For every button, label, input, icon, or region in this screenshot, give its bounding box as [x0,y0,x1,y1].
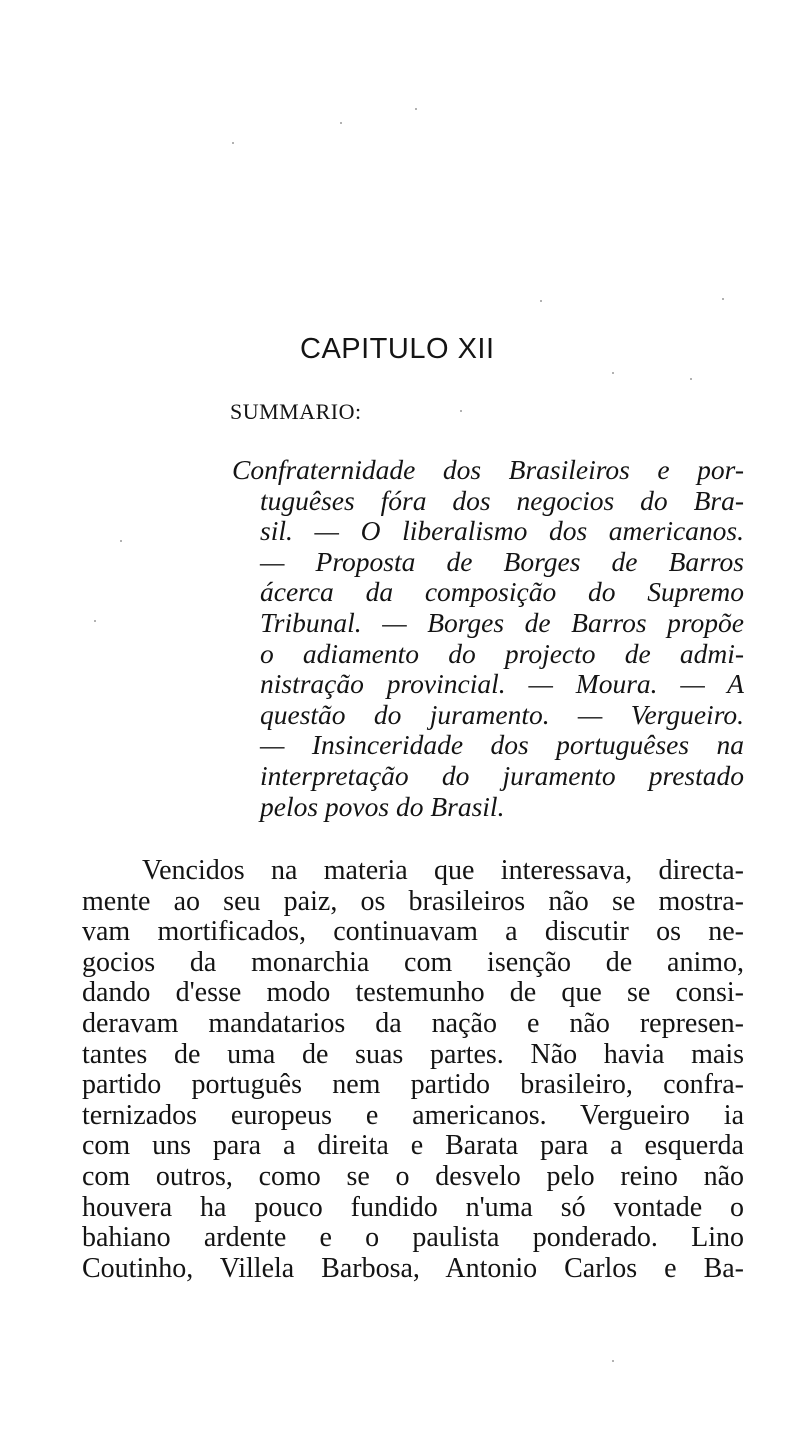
print-speck [612,372,614,374]
summary-line: Confraternidade dos Brasileiros e por- [232,454,744,485]
body-line: tantes de uma de suas partes. Não havia mais [82,1038,744,1070]
print-speck [415,108,417,110]
body-line: dando d'esse modo testemunho de que se consi- [82,977,744,1009]
summary-line: tuguêses fóra dos negocios do Bra- [260,484,744,516]
summary-label: SUMMARIO: [230,399,362,424]
body-line: deravam mandatarios da nação e não represen- [82,1007,744,1039]
summary-line: questão do juramento. — Vergueiro. [260,698,744,730]
body-line: mente ao seu paiz, os brasileiros não se mostra- [82,885,744,917]
print-speck [120,540,122,542]
summary-line: — Proposta de Borges de Barros [260,545,744,577]
summary-line: nistração provincial. — Moura. — A [260,668,744,700]
summary-line: interpretação do juramento prestado [260,759,744,791]
summary-line: ácerca da composição do Supremo [260,576,744,608]
body-line: com uns para a direita e Barata para a esquerda [82,1130,744,1162]
summary-line: o adiamento do projecto de admi- [260,637,744,669]
body-line: com outros, como se o desvelo pelo reino não [82,1160,744,1192]
body-line: ternizados europeus e americanos. Vergueiro ia [82,1099,744,1131]
body-line: Vencidos na materia que interessava, directa- [142,855,744,886]
body-paragraph [82,856,744,1284]
summary-line: Tribunal. — Borges de Barros propõe [260,606,744,638]
print-speck [460,410,462,412]
print-speck [690,378,692,380]
body-line: houvera ha pouco fundido n'uma só vontade o [82,1191,744,1223]
chapter-summary [232,455,744,822]
body-line: vam mortificados, continuavam a discutir os ne- [82,916,744,948]
body-line: Coutinho, Villela Barbosa, Antonio Carlos e Ba- [82,1252,744,1284]
print-speck [612,1360,614,1362]
body-line: gocios da monarchia com isenção de animo, [82,946,744,978]
summary-line: pelos povos do Brasil. [260,790,505,822]
print-speck [722,298,724,300]
print-speck [232,142,234,144]
print-speck [340,122,342,124]
body-line: bahiano ardente e o paulista ponderado. Lino [82,1222,744,1254]
body-line: partido português nem partido brasileiro, confra- [82,1069,744,1101]
print-speck [540,300,542,302]
summary-line: sil. — O liberalismo dos americanos. [260,515,744,547]
print-speck [94,620,96,622]
summary-line: — Insinceridade dos portuguêses na [260,729,744,761]
chapter-heading: CAPITULO XII [300,333,495,365]
